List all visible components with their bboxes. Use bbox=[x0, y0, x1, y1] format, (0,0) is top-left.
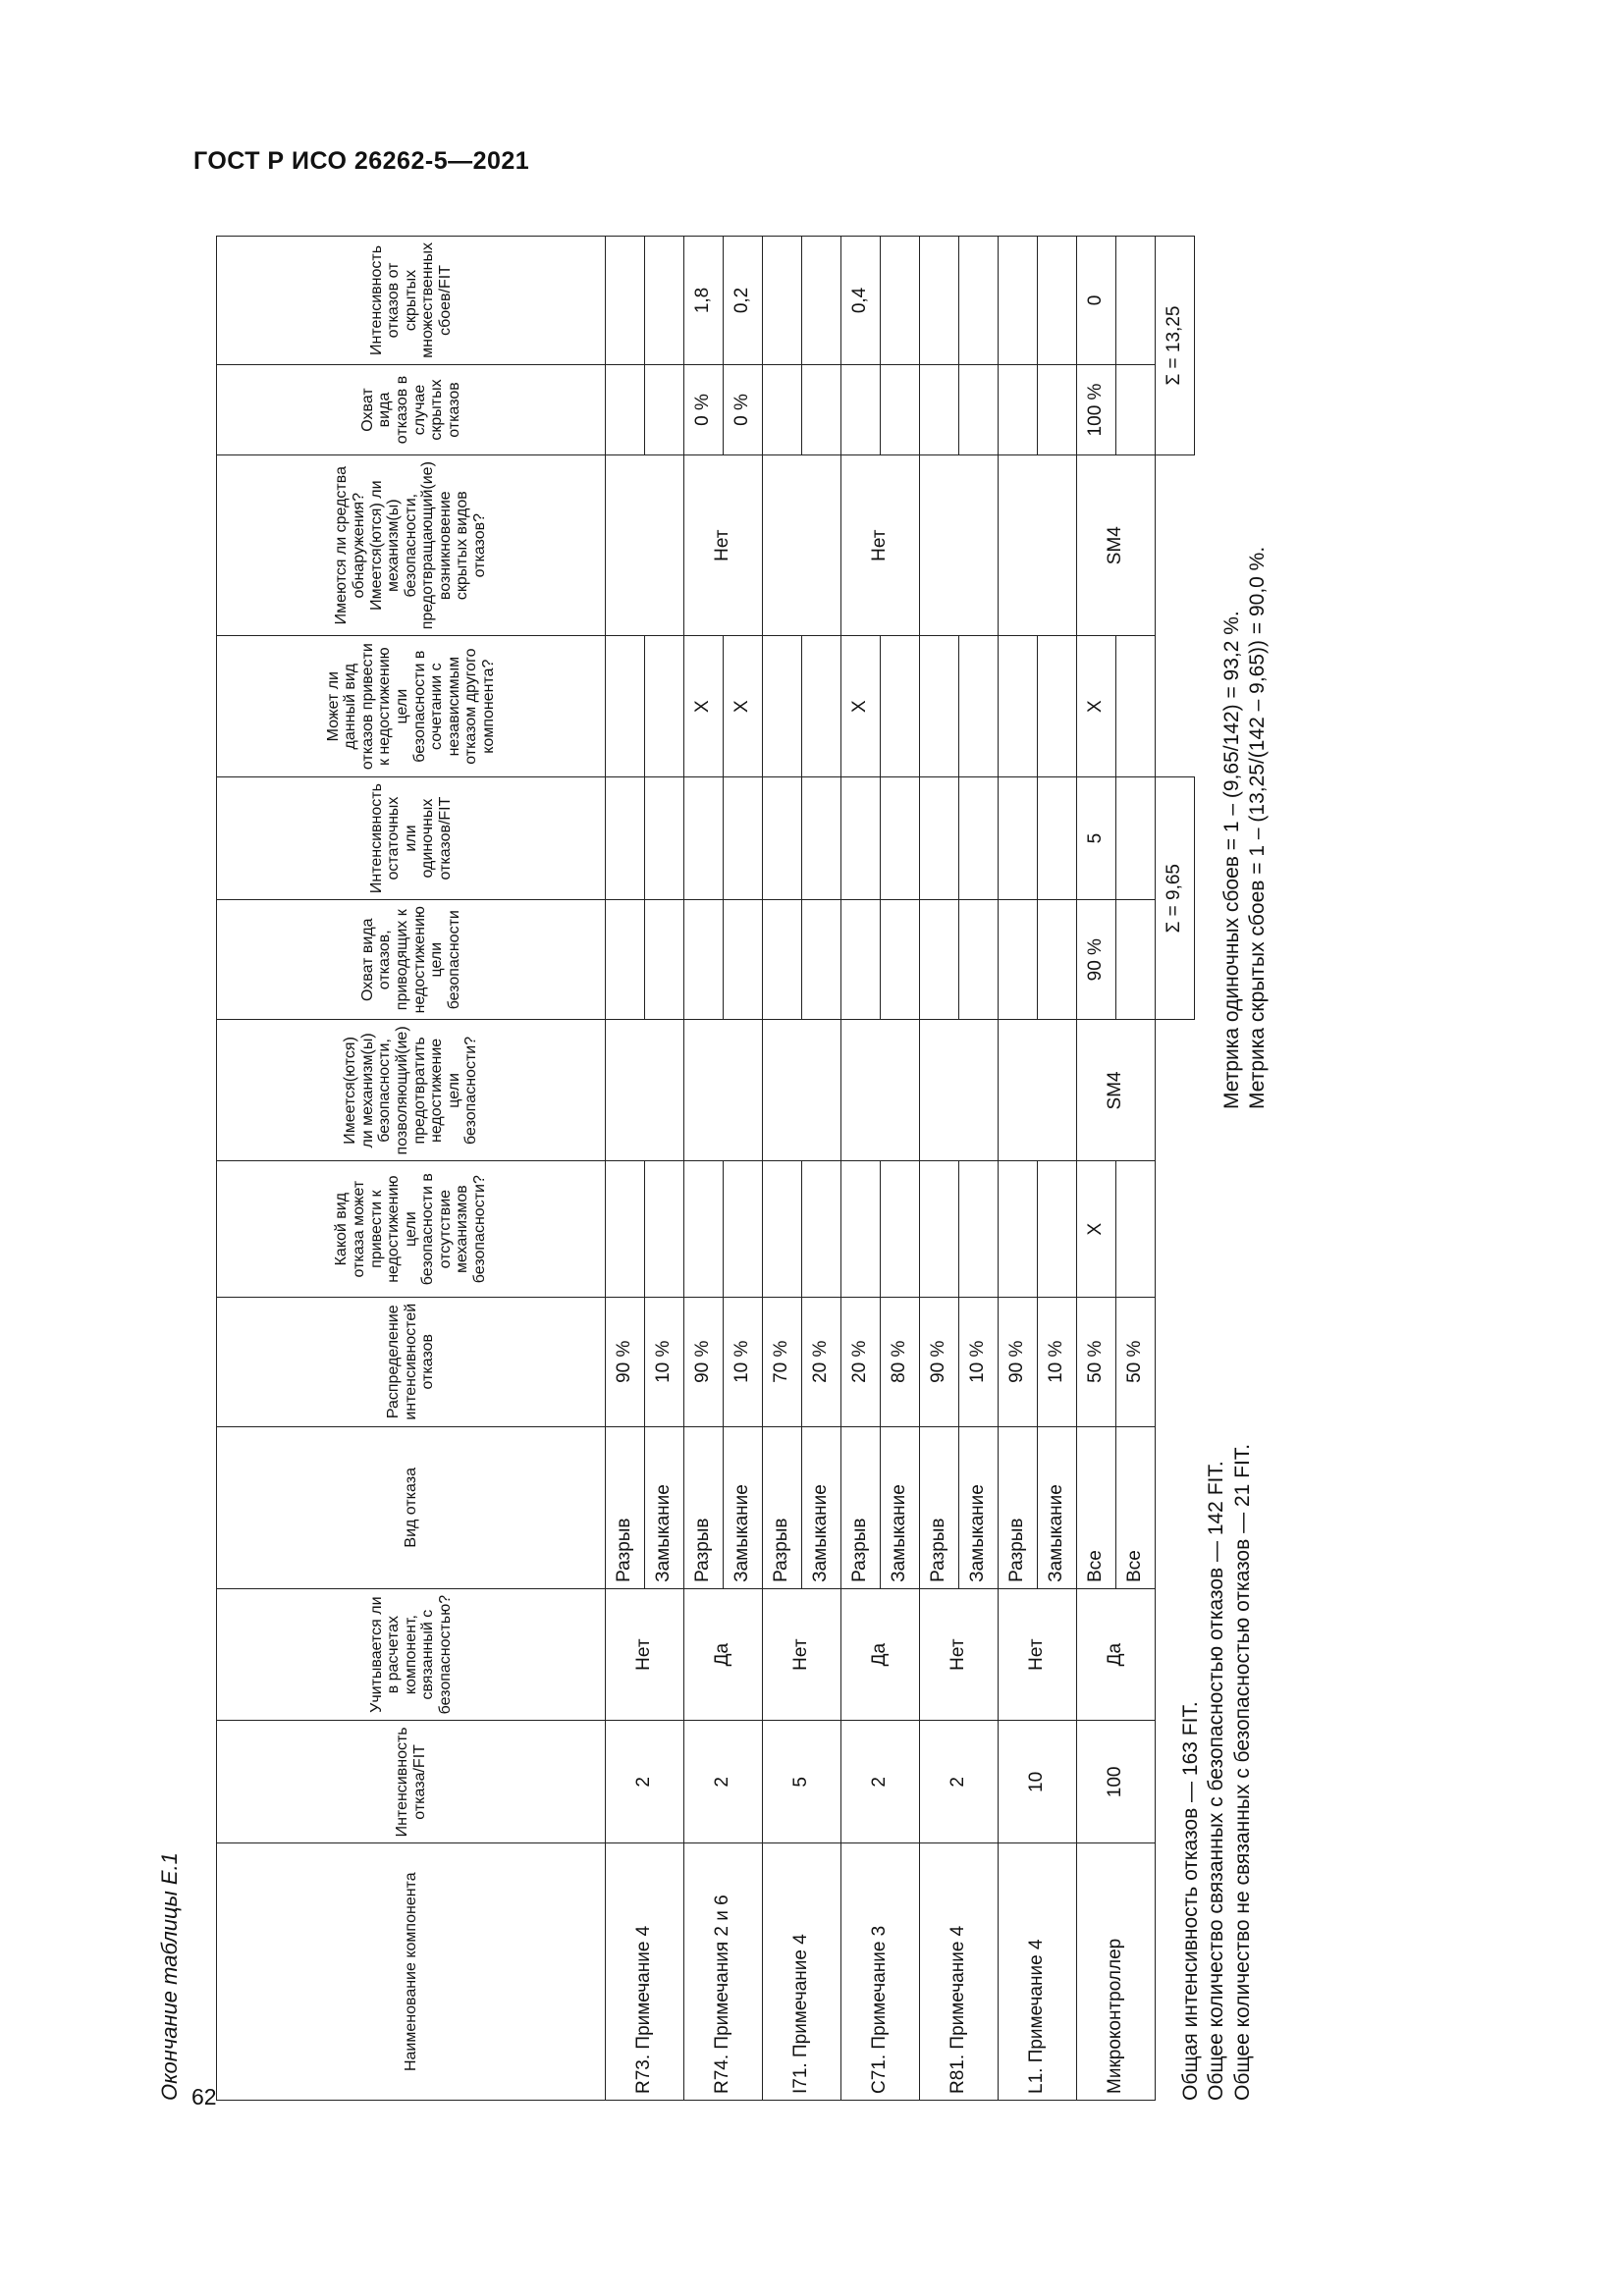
latent-safety-mechanism-cell: Нет bbox=[841, 455, 920, 636]
failure-rate-cell: 2 bbox=[684, 1721, 763, 1843]
footnote-non-safety-fit: Общее количество не связанных с безопасностью отказов — 21 FIT. bbox=[1230, 1443, 1254, 2101]
failure-rate-cell: 10 bbox=[999, 1721, 1077, 1843]
dual-point-cell: X bbox=[841, 636, 881, 777]
single-coverage-cell bbox=[763, 900, 802, 1020]
table-header-row bbox=[217, 237, 606, 2101]
single-safety-mechanism-cell bbox=[841, 1020, 920, 1161]
latent-fit-cell bbox=[1038, 237, 1077, 365]
latent-safety-mechanism-cell bbox=[763, 455, 841, 636]
failure-distribution-cell: 90 % bbox=[606, 1297, 645, 1426]
col-latent-coverage-header: Охват вида отказов в случае скрытых отказов bbox=[217, 364, 606, 454]
component-name-cell: R74. Примечания 2 и 6 bbox=[684, 1843, 763, 2101]
sum-single-fit: Σ = 9,65 bbox=[1156, 777, 1195, 1020]
failure-distribution-cell: 50 % bbox=[1116, 1297, 1156, 1426]
single-safety-mechanism-cell bbox=[684, 1020, 763, 1161]
table-row bbox=[999, 237, 1038, 2101]
safety-related-cell: Да bbox=[1077, 1588, 1156, 1720]
col-failure-rate-header: Интенсивность отказа/FIT bbox=[217, 1721, 606, 1843]
dual-point-cell bbox=[763, 636, 802, 777]
col-single-safety-mechanism-header: Имеется(ются) ли механизм(ы) безопасности, позволяющий(ие) предотвратить недостижение цели безопасности? bbox=[217, 1020, 606, 1161]
latent-fit-cell bbox=[645, 237, 684, 365]
single-coverage-cell bbox=[802, 900, 841, 1020]
table-row bbox=[606, 237, 645, 2101]
failure-distribution-cell: 50 % bbox=[1077, 1297, 1116, 1426]
violate-goal-cell bbox=[802, 1161, 841, 1297]
dual-point-cell bbox=[606, 636, 645, 777]
failure-distribution-cell: 20 % bbox=[841, 1297, 881, 1426]
document-header: ГОСТ Р ИСО 26262-5—2021 bbox=[193, 147, 530, 175]
failure-rate-cell: 2 bbox=[606, 1721, 684, 1843]
violate-goal-cell bbox=[841, 1161, 881, 1297]
failure-mode-cell: Разрыв bbox=[841, 1426, 881, 1588]
table-row bbox=[1077, 237, 1116, 2101]
col-dual-point-header: Может ли данный вид отказов привести к недостижению цели безопасности в сочетании с независимым отказом другого компонента? bbox=[217, 636, 606, 777]
violate-goal-cell bbox=[606, 1161, 645, 1297]
failure-mode-cell: Разрыв bbox=[920, 1426, 959, 1588]
single-coverage-cell bbox=[684, 900, 724, 1020]
latent-coverage-cell bbox=[1116, 364, 1156, 454]
failure-distribution-cell: 90 % bbox=[920, 1297, 959, 1426]
single-safety-mechanism-cell bbox=[763, 1020, 841, 1161]
sum-latent-fit: Σ = 13,25 bbox=[1156, 237, 1195, 455]
dual-point-cell bbox=[959, 636, 999, 777]
footnote-safety-related-fit: Общее количество связанных с безопасностью отказов — 142 FIT. bbox=[1205, 1461, 1228, 2101]
residual-fit-cell bbox=[606, 777, 645, 900]
violate-goal-cell bbox=[684, 1161, 724, 1297]
single-coverage-cell bbox=[724, 900, 763, 1020]
violate-goal-cell bbox=[724, 1161, 763, 1297]
failure-rate-cell: 2 bbox=[920, 1721, 999, 1843]
latent-coverage-cell bbox=[959, 364, 999, 454]
latent-coverage-cell bbox=[881, 364, 920, 454]
latent-coverage-cell bbox=[999, 364, 1038, 454]
fmeda-table bbox=[216, 236, 1195, 2101]
col-single-coverage-header: Охват вида отказов, приводящих к недостижению цели безопасности bbox=[217, 900, 606, 1020]
col-latent-fit-header: Интенсивность отказов от скрытых множественных сбоев/FIT bbox=[217, 237, 606, 365]
failure-mode-cell: Разрыв bbox=[999, 1426, 1038, 1588]
single-safety-mechanism-cell bbox=[920, 1020, 999, 1161]
single-safety-mechanism-cell: SM4 bbox=[1077, 1020, 1156, 1161]
failure-mode-cell: Замыкание bbox=[724, 1426, 763, 1588]
col-safety-related-header: Учитывается ли в расчетах компонент, связанный с безопасностью? bbox=[217, 1588, 606, 1720]
residual-fit-cell bbox=[1038, 777, 1077, 900]
safety-related-cell: Нет bbox=[920, 1588, 999, 1720]
latent-fit-cell bbox=[920, 237, 959, 365]
dual-point-cell bbox=[1116, 636, 1156, 777]
failure-distribution-cell: 90 % bbox=[684, 1297, 724, 1426]
failure-distribution-cell: 70 % bbox=[763, 1297, 802, 1426]
dual-point-cell: X bbox=[1077, 636, 1116, 777]
latent-coverage-cell bbox=[841, 364, 881, 454]
latent-coverage-cell bbox=[1038, 364, 1077, 454]
latent-safety-mechanism-cell: SM4 bbox=[1077, 455, 1156, 636]
failure-distribution-cell: 90 % bbox=[999, 1297, 1038, 1426]
single-coverage-cell bbox=[645, 900, 684, 1020]
component-name-cell: I71. Примечание 4 bbox=[763, 1843, 841, 2101]
footnote-spfm: Метрика одиночных сбоев = 1 – (9,65/142) = 93,2 %. bbox=[1220, 611, 1243, 1109]
latent-fit-cell bbox=[959, 237, 999, 365]
dual-point-cell bbox=[802, 636, 841, 777]
failure-rate-cell: 2 bbox=[841, 1721, 920, 1843]
failure-mode-cell: Замыкание bbox=[959, 1426, 999, 1588]
failure-mode-cell: Замыкание bbox=[1038, 1426, 1077, 1588]
failure-mode-cell: Разрыв bbox=[684, 1426, 724, 1588]
residual-fit-cell bbox=[763, 777, 802, 900]
table-row bbox=[920, 237, 959, 2101]
latent-safety-mechanism-cell bbox=[920, 455, 999, 636]
safety-related-cell: Нет bbox=[606, 1588, 684, 1720]
dual-point-cell bbox=[920, 636, 959, 777]
component-name-cell: R73. Примечание 4 bbox=[606, 1843, 684, 2101]
residual-fit-cell bbox=[724, 777, 763, 900]
violate-goal-cell bbox=[959, 1161, 999, 1297]
latent-coverage-cell: 0 % bbox=[684, 364, 724, 454]
violate-goal-cell bbox=[920, 1161, 959, 1297]
latent-fit-cell: 1,8 bbox=[684, 237, 724, 365]
failure-distribution-cell: 20 % bbox=[802, 1297, 841, 1426]
failure-distribution-cell: 10 % bbox=[959, 1297, 999, 1426]
table-row bbox=[763, 237, 802, 2101]
footnotes-right bbox=[1219, 547, 1272, 1109]
violate-goal-cell bbox=[881, 1161, 920, 1297]
dual-point-cell bbox=[1038, 636, 1077, 777]
failure-distribution-cell: 80 % bbox=[881, 1297, 920, 1426]
page-number: 62 bbox=[191, 2084, 217, 2109]
component-name-cell: C71. Примечание 3 bbox=[841, 1843, 920, 2101]
latent-safety-mechanism-cell bbox=[999, 455, 1077, 636]
single-coverage-cell bbox=[881, 900, 920, 1020]
safety-related-cell: Да bbox=[841, 1588, 920, 1720]
single-safety-mechanism-cell bbox=[999, 1020, 1077, 1161]
violate-goal-cell: X bbox=[1077, 1161, 1116, 1297]
component-name-cell: R81. Примечание 4 bbox=[920, 1843, 999, 2101]
latent-coverage-cell bbox=[802, 364, 841, 454]
latent-coverage-cell bbox=[920, 364, 959, 454]
failure-mode-cell: Все bbox=[1077, 1426, 1116, 1588]
failure-distribution-cell: 10 % bbox=[724, 1297, 763, 1426]
table-body bbox=[606, 237, 1195, 2101]
single-coverage-cell bbox=[959, 900, 999, 1020]
latent-fit-cell bbox=[881, 237, 920, 365]
latent-coverage-cell: 100 % bbox=[1077, 364, 1116, 454]
violate-goal-cell bbox=[1116, 1161, 1156, 1297]
single-coverage-cell bbox=[999, 900, 1038, 1020]
latent-fit-cell bbox=[999, 237, 1038, 365]
residual-fit-cell: 5 bbox=[1077, 777, 1116, 900]
component-name-cell: Микроконтроллер bbox=[1077, 1843, 1156, 2101]
failure-rate-cell: 5 bbox=[763, 1721, 841, 1843]
failure-mode-cell: Замыкание bbox=[881, 1426, 920, 1588]
col-failure-distribution-header: Распределение интенсивностей отказов bbox=[217, 1297, 606, 1426]
rotated-content-area bbox=[157, 236, 1335, 2101]
failure-mode-cell: Замыкание bbox=[802, 1426, 841, 1588]
col-latent-safety-mechanism-header: Имеются ли средства обнаружения? Имеется(ются) ли механизм(ы) безопасности, предотвращающий(ие) возникновение скрытых видов отказов? bbox=[217, 455, 606, 636]
residual-fit-cell bbox=[684, 777, 724, 900]
safety-related-cell: Да bbox=[684, 1588, 763, 1720]
component-name-cell: L1. Примечание 4 bbox=[999, 1843, 1077, 2101]
safety-related-cell: Нет bbox=[999, 1588, 1077, 1720]
single-coverage-cell: 90 % bbox=[1077, 900, 1116, 1020]
violate-goal-cell bbox=[999, 1161, 1038, 1297]
latent-coverage-cell: 0 % bbox=[724, 364, 763, 454]
table-row bbox=[841, 237, 881, 2101]
failure-mode-cell: Разрыв bbox=[763, 1426, 802, 1588]
latent-safety-mechanism-cell: Нет bbox=[684, 455, 763, 636]
violate-goal-cell bbox=[1038, 1161, 1077, 1297]
latent-fit-cell bbox=[763, 237, 802, 365]
residual-fit-cell bbox=[841, 777, 881, 900]
footnote-total-fit: Общая интенсивность отказов — 163 FIT. bbox=[1179, 1701, 1202, 2101]
latent-fit-cell bbox=[606, 237, 645, 365]
latent-fit-cell bbox=[802, 237, 841, 365]
latent-fit-cell: 0 bbox=[1077, 237, 1116, 365]
violate-goal-cell bbox=[645, 1161, 684, 1297]
col-failure-mode-header: Вид отказа bbox=[217, 1426, 606, 1588]
single-safety-mechanism-cell bbox=[606, 1020, 684, 1161]
residual-fit-cell bbox=[881, 777, 920, 900]
safety-related-cell: Нет bbox=[763, 1588, 841, 1720]
latent-fit-cell bbox=[1116, 237, 1156, 365]
residual-fit-cell bbox=[999, 777, 1038, 900]
failure-rate-cell: 100 bbox=[1077, 1721, 1156, 1843]
violate-goal-cell bbox=[763, 1161, 802, 1297]
dual-point-cell: X bbox=[724, 636, 763, 777]
table-row bbox=[684, 237, 724, 2101]
failure-mode-cell: Замыкание bbox=[645, 1426, 684, 1588]
failure-mode-cell: Все bbox=[1116, 1426, 1156, 1588]
latent-coverage-cell bbox=[645, 364, 684, 454]
single-coverage-cell bbox=[920, 900, 959, 1020]
col-residual-fit-header: Интенсивность остаточных или одиночных отказов/FIT bbox=[217, 777, 606, 900]
latent-fit-cell: 0,2 bbox=[724, 237, 763, 365]
dual-point-cell bbox=[645, 636, 684, 777]
footnotes-left bbox=[1178, 1444, 1256, 2101]
col-violate-goal-header: Какой вид отказа может привести к недостижению цели безопасности в отсутствие механизмов безопасности? bbox=[217, 1161, 606, 1297]
single-coverage-cell bbox=[1116, 900, 1156, 1020]
col-component-name-header: Наименование компонента bbox=[217, 1843, 606, 2101]
dual-point-cell bbox=[999, 636, 1038, 777]
residual-fit-cell bbox=[920, 777, 959, 900]
table-caption: Окончание таблицы Е.1 bbox=[157, 1852, 182, 2101]
footnote-lfm: Метрика скрытых сбоев = 1 – (13,25/(142 – 9,65)) = 90,0 %. bbox=[1246, 546, 1270, 1109]
single-coverage-cell bbox=[606, 900, 645, 1020]
dual-point-cell: X bbox=[684, 636, 724, 777]
failure-distribution-cell: 10 % bbox=[645, 1297, 684, 1426]
failure-distribution-cell: 10 % bbox=[1038, 1297, 1077, 1426]
empty-cell bbox=[1156, 455, 1195, 777]
latent-fit-cell: 0,4 bbox=[841, 237, 881, 365]
residual-fit-cell bbox=[645, 777, 684, 900]
failure-mode-cell: Разрыв bbox=[606, 1426, 645, 1588]
single-coverage-cell bbox=[1038, 900, 1077, 1020]
dual-point-cell bbox=[881, 636, 920, 777]
residual-fit-cell bbox=[959, 777, 999, 900]
residual-fit-cell bbox=[1116, 777, 1156, 900]
residual-fit-cell bbox=[802, 777, 841, 900]
single-coverage-cell bbox=[841, 900, 881, 1020]
latent-coverage-cell bbox=[606, 364, 645, 454]
latent-safety-mechanism-cell bbox=[606, 455, 684, 636]
landscape-content bbox=[157, 236, 1335, 2101]
latent-coverage-cell bbox=[763, 364, 802, 454]
